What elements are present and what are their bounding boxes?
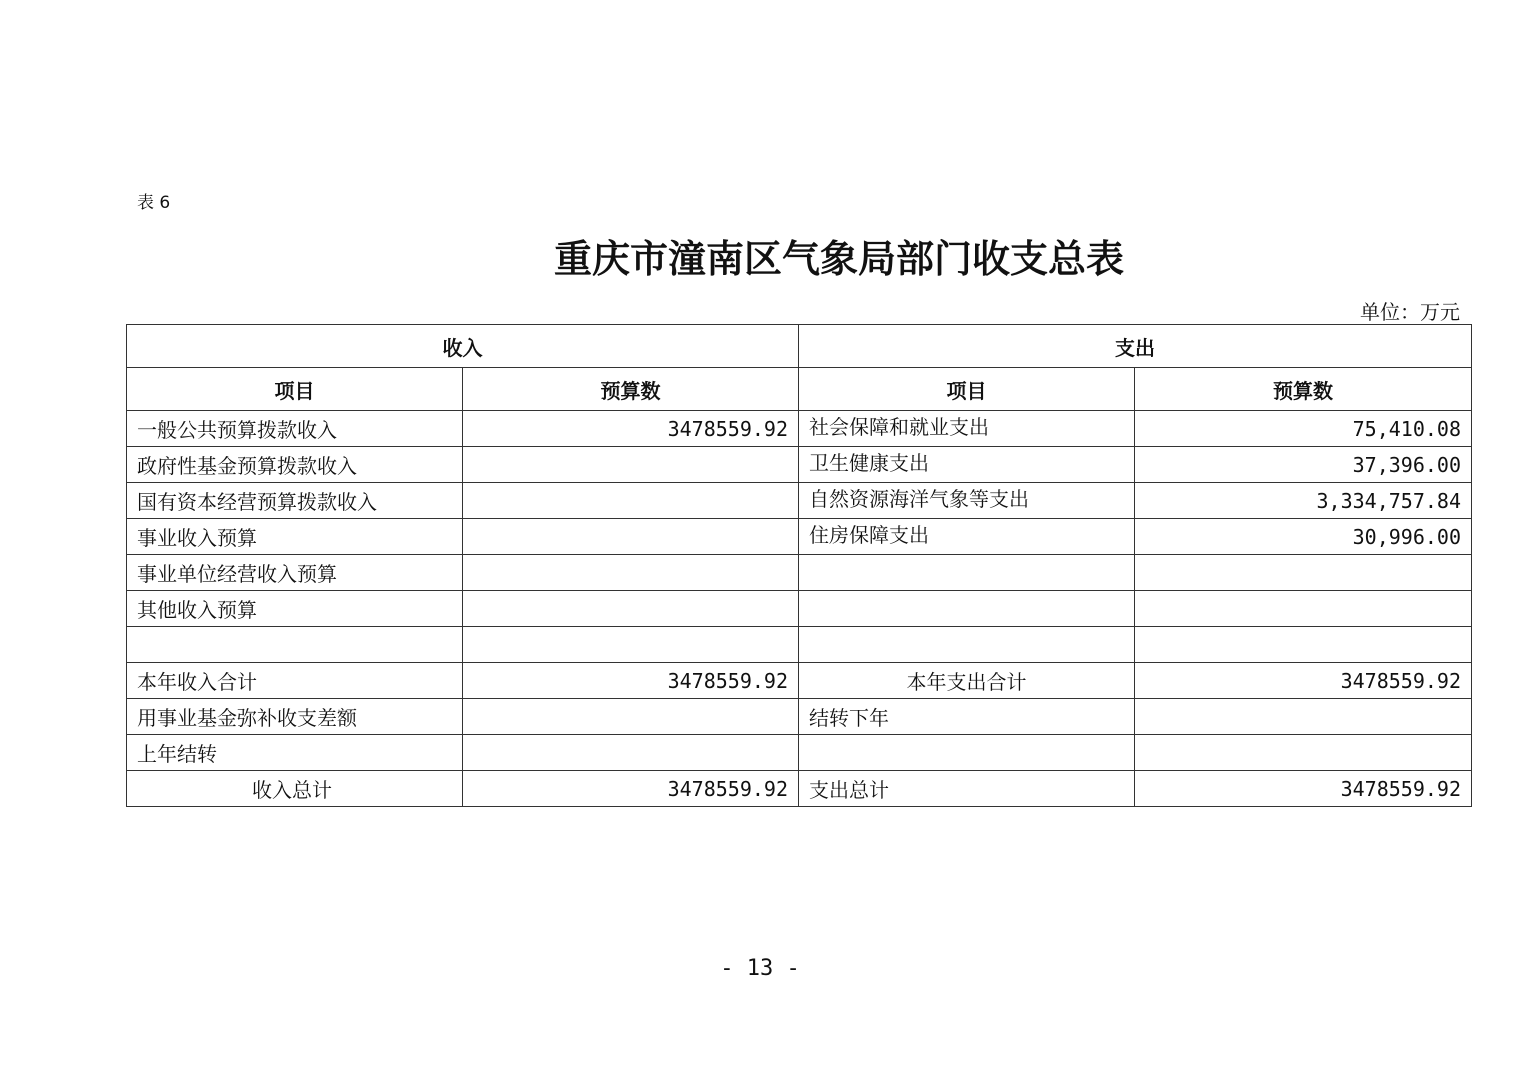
expense-value bbox=[1135, 591, 1472, 627]
expense-value bbox=[1135, 699, 1472, 735]
expense-value: 37,396.00 bbox=[1135, 447, 1472, 483]
table-row bbox=[127, 627, 1472, 663]
expense-budget-header: 预算数 bbox=[1135, 368, 1472, 411]
income-item: 其他收入预算 bbox=[127, 591, 463, 627]
expense-item: 住房保障支出 bbox=[799, 519, 1135, 555]
income-total-label: 收入总计 bbox=[127, 771, 463, 807]
expense-item-header: 项目 bbox=[799, 368, 1135, 411]
income-subtotal-value: 3478559.92 bbox=[463, 663, 799, 699]
income-item: 一般公共预算拨款收入 bbox=[127, 411, 463, 447]
income-item: 上年结转 bbox=[127, 735, 463, 771]
expense-total-value: 3478559.92 bbox=[1135, 771, 1472, 807]
table-number-label: 表 6 bbox=[137, 193, 171, 213]
table-row bbox=[127, 735, 1472, 771]
expense-value bbox=[1135, 555, 1472, 591]
expense-subtotal-label: 本年支出合计 bbox=[799, 663, 1135, 699]
expense-item: 结转下年 bbox=[799, 699, 1135, 735]
income-total-value: 3478559.92 bbox=[463, 771, 799, 807]
expense-value: 75,410.08 bbox=[1135, 411, 1472, 447]
income-item bbox=[127, 627, 463, 663]
expense-value bbox=[1135, 735, 1472, 771]
income-section-header: 收入 bbox=[127, 325, 799, 368]
expense-item bbox=[799, 627, 1135, 663]
expense-item: 自然资源海洋气象等支出 bbox=[799, 483, 1135, 519]
expense-section-header: 支出 bbox=[799, 325, 1472, 368]
expense-value: 30,996.00 bbox=[1135, 519, 1472, 555]
expense-subtotal-value: 3478559.92 bbox=[1135, 663, 1472, 699]
page-number: - 13 - bbox=[720, 956, 800, 981]
expense-value: 3,334,757.84 bbox=[1135, 483, 1472, 519]
expense-value bbox=[1135, 627, 1472, 663]
subtotal-row bbox=[127, 663, 1472, 699]
table-row bbox=[127, 411, 1472, 447]
income-budget-header: 预算数 bbox=[463, 368, 799, 411]
table-row bbox=[127, 483, 1472, 519]
income-item: 事业收入预算 bbox=[127, 519, 463, 555]
expense-item bbox=[799, 555, 1135, 591]
expense-item: 卫生健康支出 bbox=[799, 447, 1135, 483]
table-row bbox=[127, 519, 1472, 555]
income-item: 政府性基金预算拨款收入 bbox=[127, 447, 463, 483]
income-value bbox=[463, 483, 799, 519]
expense-item: 社会保障和就业支出 bbox=[799, 411, 1135, 447]
income-value bbox=[463, 519, 799, 555]
income-item-header: 项目 bbox=[127, 368, 463, 411]
income-item: 用事业基金弥补收支差额 bbox=[127, 699, 463, 735]
income-value: 3478559.92 bbox=[463, 411, 799, 447]
income-value bbox=[463, 591, 799, 627]
income-item: 事业单位经营收入预算 bbox=[127, 555, 463, 591]
income-item: 国有资本经营预算拨款收入 bbox=[127, 483, 463, 519]
total-row bbox=[127, 771, 1472, 807]
table-row bbox=[127, 555, 1472, 591]
unit-label: 单位：万元 bbox=[1360, 300, 1460, 324]
table-row bbox=[127, 699, 1472, 735]
section-header-row bbox=[127, 325, 1472, 368]
income-value bbox=[463, 699, 799, 735]
income-value bbox=[463, 555, 799, 591]
income-value bbox=[463, 627, 799, 663]
income-subtotal-label: 本年收入合计 bbox=[127, 663, 463, 699]
income-value bbox=[463, 735, 799, 771]
table-row bbox=[127, 591, 1472, 627]
income-value bbox=[463, 447, 799, 483]
column-header-row bbox=[127, 368, 1472, 411]
income-expense-summary-table bbox=[126, 324, 1472, 807]
page-title: 重庆市潼南区气象局部门收支总表 bbox=[553, 236, 1124, 281]
expense-item bbox=[799, 735, 1135, 771]
table-row bbox=[127, 447, 1472, 483]
expense-total-label: 支出总计 bbox=[799, 771, 1135, 807]
expense-item bbox=[799, 591, 1135, 627]
